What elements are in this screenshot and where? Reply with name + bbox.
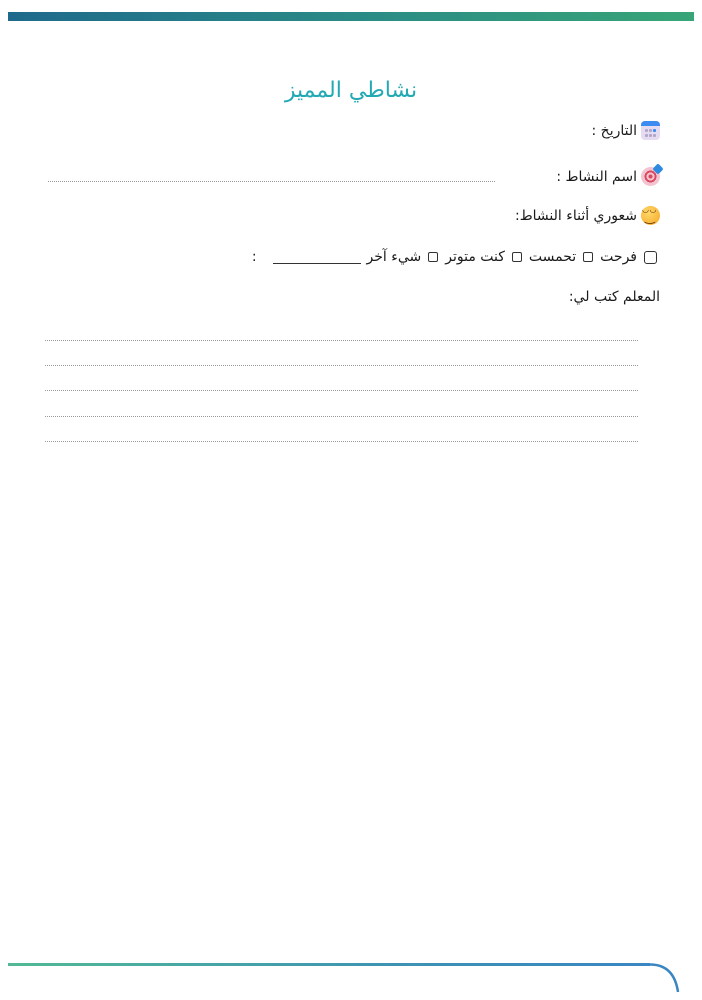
calendar-icon bbox=[641, 121, 660, 140]
option-happy: فرحت bbox=[600, 249, 637, 265]
teacher-note-line-4[interactable] bbox=[45, 416, 638, 417]
checkbox-other[interactable] bbox=[428, 252, 438, 262]
other-input-line[interactable] bbox=[273, 251, 361, 264]
feeling-field bbox=[515, 206, 660, 225]
feeling-label: شعوري أثناء النشاط: bbox=[515, 207, 637, 224]
teacher-note-field bbox=[569, 289, 660, 305]
option-nervous: كنت متوتر bbox=[445, 249, 505, 265]
page-title: نشاطي المميز bbox=[284, 78, 418, 103]
teacher-note-line-3[interactable] bbox=[45, 390, 638, 391]
target-icon bbox=[641, 167, 660, 186]
teacher-note-line-5[interactable] bbox=[45, 441, 638, 442]
feeling-options bbox=[252, 249, 660, 265]
footer-gradient-line bbox=[8, 963, 650, 966]
footer-curve bbox=[640, 962, 690, 998]
smiling-face-icon bbox=[641, 206, 660, 225]
teacher-note-line-2[interactable] bbox=[45, 365, 638, 366]
option-excited: تحمست bbox=[528, 249, 577, 265]
trailing-colon: : bbox=[251, 249, 257, 265]
option-other: شيء آخر bbox=[366, 249, 422, 265]
activity-name-field bbox=[556, 167, 660, 186]
checkbox-happy[interactable] bbox=[644, 251, 657, 264]
date-label: التاريخ : bbox=[591, 122, 637, 139]
header-gradient-bar bbox=[8, 12, 694, 21]
date-field bbox=[591, 121, 660, 140]
checkbox-excited[interactable] bbox=[583, 252, 593, 262]
activity-name-label: اسم النشاط : bbox=[556, 168, 637, 185]
teacher-note-label: المعلم كتب لي: bbox=[568, 289, 660, 305]
activity-name-input-line[interactable] bbox=[48, 181, 495, 182]
teacher-note-line-1[interactable] bbox=[45, 340, 638, 341]
checkbox-nervous[interactable] bbox=[512, 252, 522, 262]
